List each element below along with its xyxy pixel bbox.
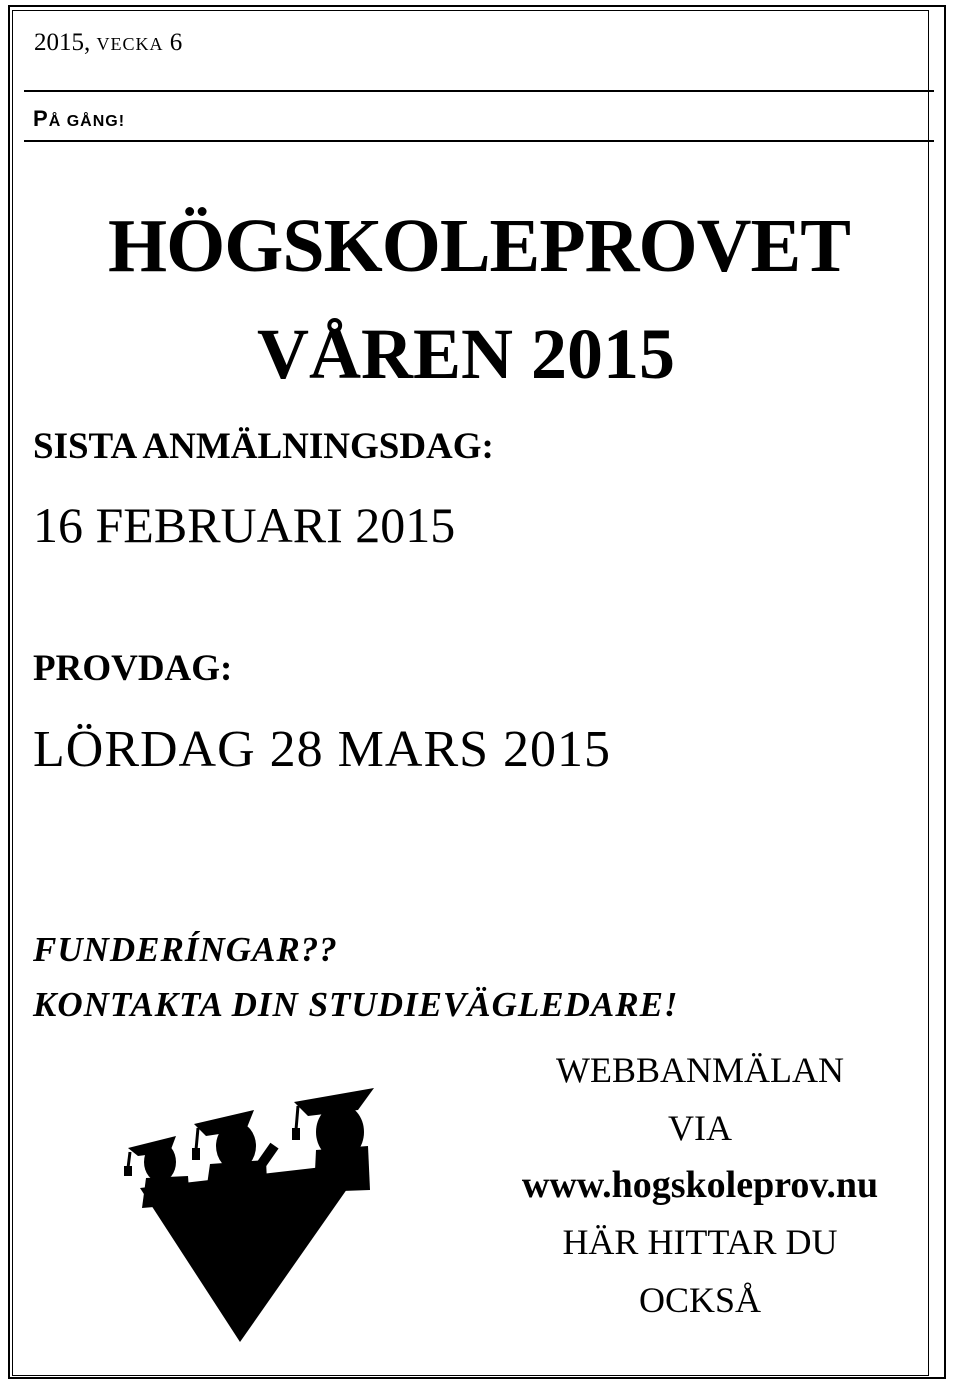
web-line5: OCKSÅ <box>638 1280 762 1320</box>
web-line4: HÄR HITTAR DU <box>562 1222 838 1262</box>
headline-line1: HÖGSKOLEPROVET <box>108 204 850 288</box>
section-title-first: P <box>33 106 49 131</box>
web-url-link[interactable]: www.hogskoleprov.nu <box>521 1164 879 1206</box>
section-title-rest: Å GÅNG! <box>48 113 126 130</box>
top-rule <box>24 90 934 92</box>
questions-line2: KONTAKTA DIN STUDIEVÄGLEDARE! <box>33 985 679 1024</box>
issue-year: 2015, <box>34 29 91 56</box>
issue-week <box>34 30 182 55</box>
registration-label: SISTA ANMÄLNINGSDAG: <box>33 426 494 467</box>
issue-week-label: VECKA <box>96 34 164 54</box>
test-day-label: PROVDAG: <box>33 648 233 689</box>
issue-week-number: 6 <box>169 29 183 56</box>
registration-date: 16 FEBRUARI 2015 <box>33 497 456 553</box>
section-rule <box>24 140 934 142</box>
web-line1: WEBBANMÄLAN <box>556 1050 844 1090</box>
section-title <box>33 108 125 130</box>
test-day-date: LÖRDAG 28 MARS 2015 <box>33 721 612 778</box>
headline-line2: VÅREN 2015 <box>257 314 676 394</box>
web-line2: VIA <box>668 1108 732 1148</box>
graduates-silhouette-icon <box>118 1080 378 1350</box>
questions-line1: FUNDERÍNGAR?? <box>33 930 338 969</box>
